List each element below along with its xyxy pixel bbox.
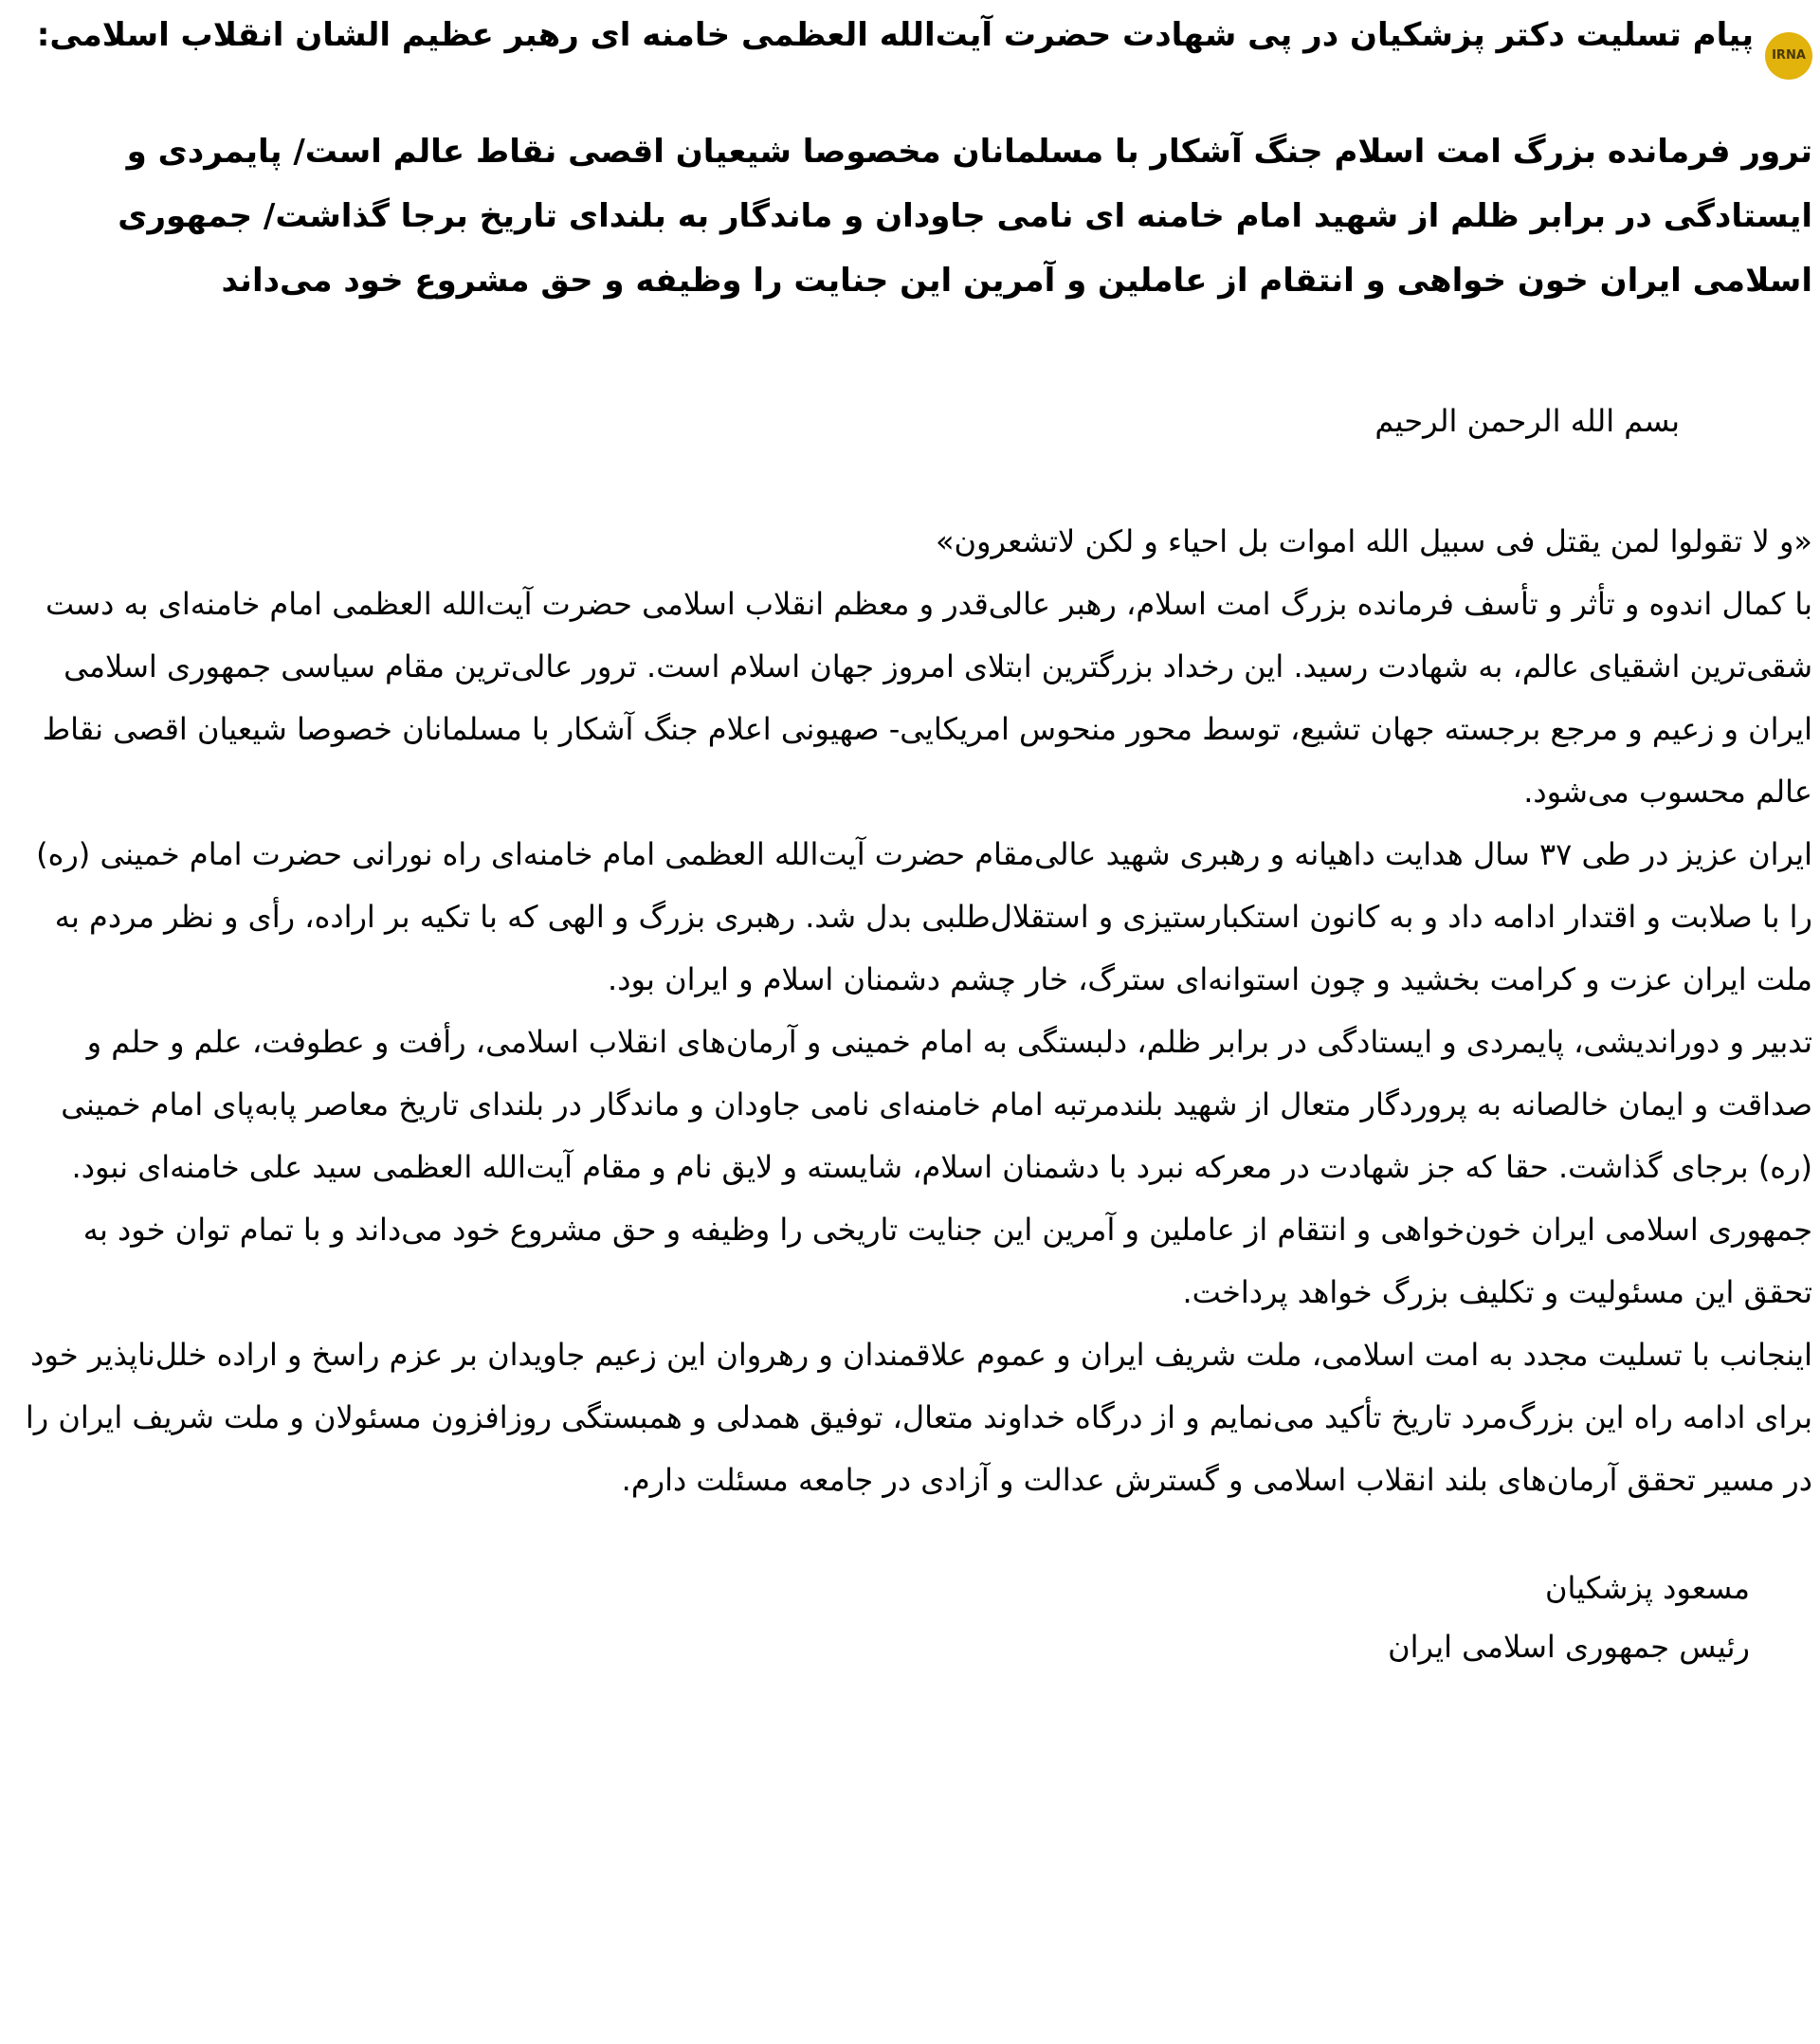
- article-body: [8, 573, 1812, 1511]
- basmala-line: بسم الله الرحمن الرحیم: [1374, 403, 1680, 439]
- signature-title: رئیس جمهوری اسلامی ایران: [1388, 1629, 1750, 1665]
- body-paragraph: جمهوری اسلامی ایران خون‌خواهی و انتقام از عاملین و آمرین این جنایت تاریخی را وظیفه و حق مشروع خود می‌داند و با تمام توان خود به تحقق این مسئولیت و تکلیف بزرگ خواهد پرداخت.: [82, 1212, 1812, 1310]
- irna-logo-icon: IRNA: [1765, 32, 1812, 80]
- headline-text: پیام تسلیت دکتر پزشکیان در پی شهادت حضرت آیت‌الله العظمی خامنه ای رهبر عظیم الشان انقلاب اسلامی:: [36, 16, 1754, 54]
- body-paragraph: اینجانب با تسلیت مجدد به امت اسلامی، ملت شریف ایران و عموم علاقمندان و رهروان این زعیم جاویدان بر عزم راسخ و اراده خلل‌ناپذیر خود برای ادامه راه این بزرگ‌مرد تاریخ تأکید می‌نمایم و از درگاه خداوند متعال، توفیق همدلی و همبستگی روزافزون مسئولان و ملت شریف ایران را در مسیر تحقق آرمان‌های بلند انقلاب اسلامی و گسترش عدالت و آزادی در جامعه مسئلت دارم.: [25, 1337, 1812, 1498]
- quran-quote: «و لا تقولوا لمن یقتل فی سبیل الله اموات بل احیاء و لکن لاتشعرون»: [935, 523, 1812, 559]
- signature-block: [8, 1559, 1812, 1676]
- body-paragraph: ایران عزیز در طی ۳۷ سال هدایت داهیانه و رهبری شهید عالی‌مقام حضرت آیت‌الله العظمی امام خامنه‌ای راه نورانی حضرت امام خمینی (ره) را با صلابت و اقتدار ادامه داد و به کانون استکبارستیزی و استقلال‌طلبی بدل شد. رهبری بزرگ و الهی که با تکیه بر اراده، رأی و نظر مردم به ملت ایران عزت و کرامت بخشید و چون استوانه‌ای سترگ، خار چشم دشمنان اسلام و ایران بود.: [36, 836, 1812, 997]
- body-paragraph: تدبیر و دوراندیشی، پایمردی و ایستادگی در برابر ظلم، دلبستگی به امام خمینی و آرمان‌های انقلاب اسلامی، رأفت و عطوفت، علم و حلم و صداقت و ایمان خالصانه به پروردگار متعال از شهید بلندمرتبه امام خامنه‌ای نامی جاودان و ماندگار در بلندای تاریخ معاصر پابه‌پای امام خمینی (ره) برجای گذاشت. حقا که جز شهادت در معرکه نبرد با دشمنان اسلام، شایسته و لایق نام و مقام آیت‌الله العظمی سید علی خامنه‌ای نبود.: [61, 1024, 1812, 1185]
- signature-name: مسعود پزشکیان: [1544, 1570, 1750, 1606]
- headline: [8, 6, 1812, 80]
- body-paragraph: با کمال اندوه و تأثر و تأسف فرمانده بزرگ امت اسلام، رهبر عالی‌قدر و معظم انقلاب اسلامی حضرت آیت‌الله العظمی امام خامنه‌ای به دست شقی‌ترین اشقیای عالم، به شهادت رسید. این رخداد بزرگترین ابتلای امروز جهان اسلام است. ترور عالی‌ترین مقام سیاسی جمهوری اسلامی ایران و زعیم و مرجع برجسته جهان تشیع، توسط محور منحوس امریکایی- صهیونی اعلام جنگ آشکار با مسلمانان خصوصا شیعیان اقصی نقاط عالم محسوب می‌شود.: [42, 586, 1812, 810]
- lead-paragraph: ترور فرمانده بزرگ امت اسلام جنگ آشکار با مسلمانان مخصوصا شیعیان اقصی نقاط عالم است/ پایمردی و ایستادگی در برابر ظلم از شهید امام خامنه ای نامی جاودان و ماندگار به بلندای تاریخ برجا گذاشت/ جمهوری اسلامی ایران خون خواهی و انتقام از عاملین و آمرین این جنایت را وظیفه و حق مشروع خود می‌داند: [118, 133, 1812, 300]
